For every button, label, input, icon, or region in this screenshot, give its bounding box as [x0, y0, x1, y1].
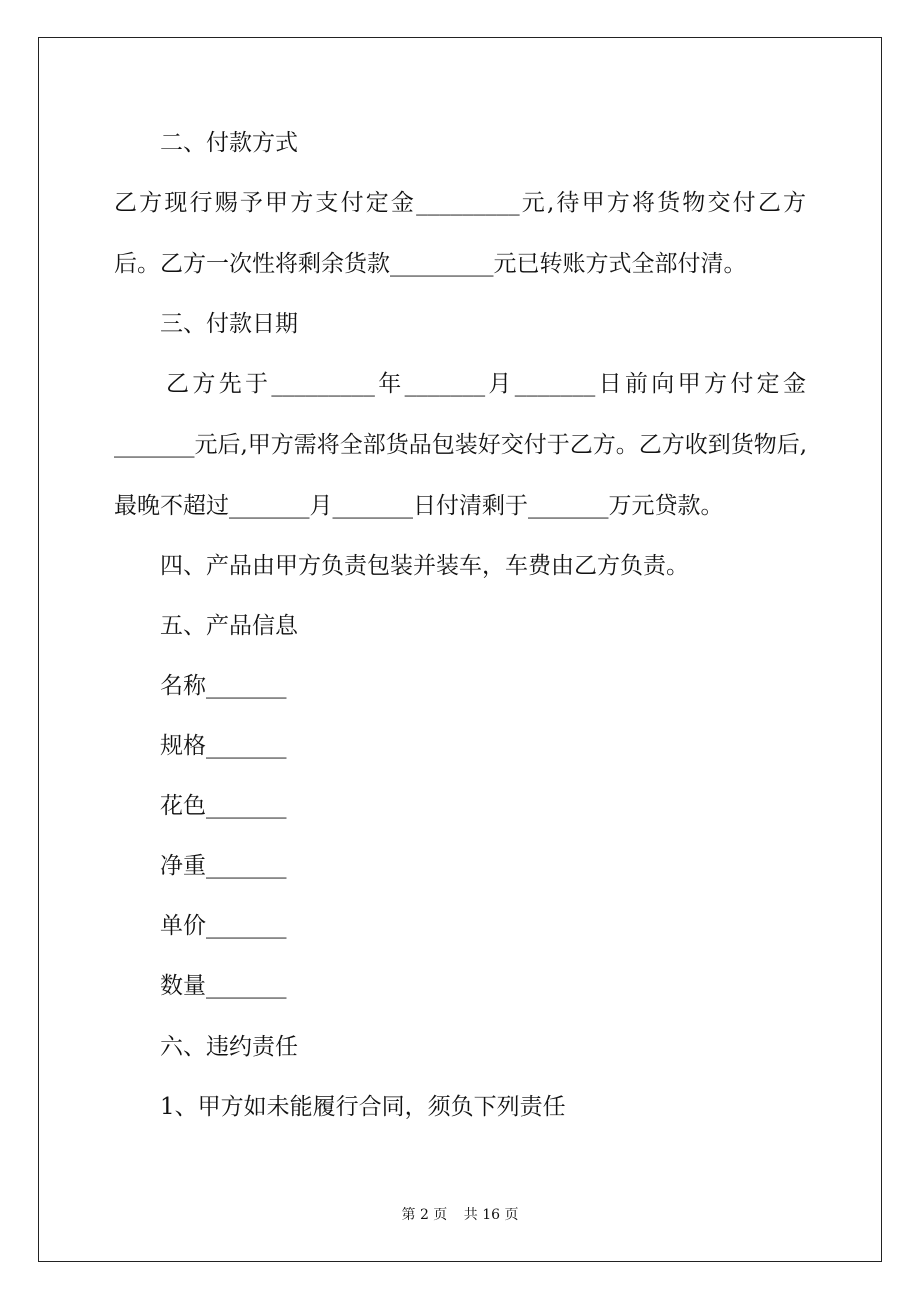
- section-heading-payment-method: 二、付款方式: [160, 130, 298, 156]
- section-heading-product-info: 五、产品信息: [160, 613, 298, 639]
- clause-party-a-liability: 1、甲方如未能履行合同，须负下列责任: [160, 1094, 566, 1120]
- field-net-weight: 净重_______: [160, 853, 287, 879]
- clause-packaging: 四、产品由甲方负责包装并装车，车费由乙方负责。: [160, 553, 689, 579]
- page-border: [38, 37, 882, 1262]
- page-number: 第 2 页: [401, 1207, 448, 1223]
- paragraph-line: 后。乙方一次性将剩余货款_________元已转账方式全部付清。: [114, 251, 747, 277]
- page-footer: [0, 1206, 920, 1224]
- paragraph-line: 最晚不超过_______月_______日付清剩于_______万元贷款。: [114, 493, 724, 519]
- field-quantity: 数量_______: [160, 973, 287, 999]
- total-pages: 共 16 页: [463, 1207, 519, 1223]
- section-heading-payment-date: 三、付款日期: [160, 311, 298, 337]
- paragraph-line: 乙方现行赐予甲方支付定金_________元,待甲方将货物交付乙方: [114, 190, 806, 216]
- paragraph-line: _______元后,甲方需将全部货品包装好交付于乙方。乙方收到货物后,: [114, 432, 808, 458]
- field-name: 名称_______: [160, 673, 287, 699]
- field-color: 花色_______: [160, 793, 287, 819]
- section-heading-liability: 六、违约责任: [160, 1034, 298, 1060]
- field-unit-price: 单价_______: [160, 913, 287, 939]
- field-spec: 规格_______: [160, 733, 287, 759]
- paragraph-line: 乙方先于_________年_______月_______日前向甲方付定金: [166, 371, 806, 397]
